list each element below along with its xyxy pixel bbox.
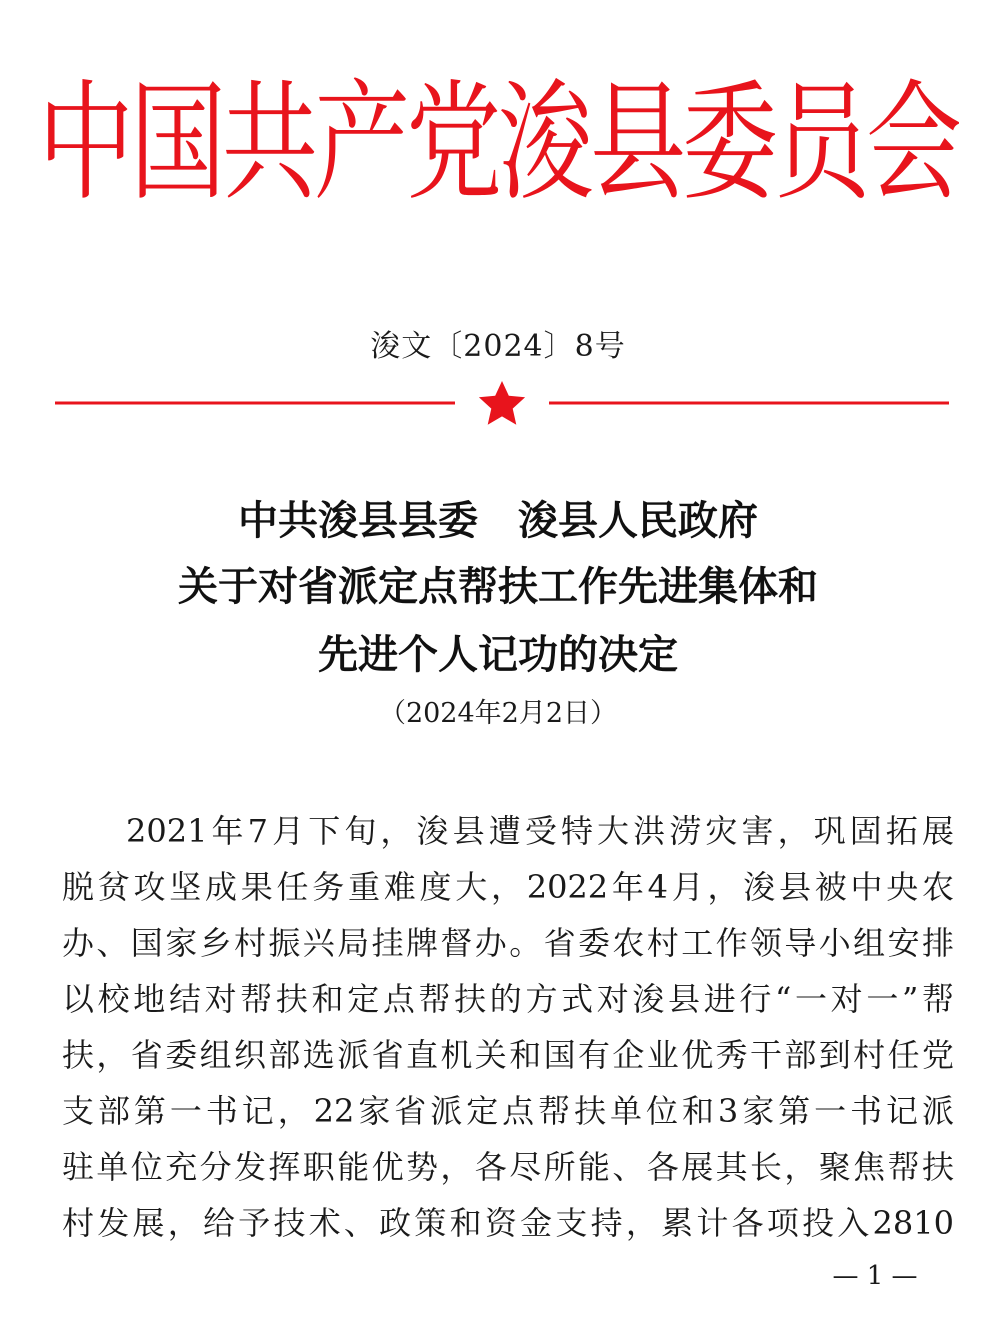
body-line: 驻单位充分发挥职能优势，各尽所能、各展其长，聚焦帮扶 bbox=[62, 1148, 954, 1186]
body-line: 扶，省委组织部选派省直机关和国有企业优秀干部到村任党 bbox=[62, 1036, 954, 1074]
body-line: 以校地结对帮扶和定点帮扶的方式对浚县进行“一对一”帮 bbox=[62, 980, 954, 1018]
document-number: 浚文〔2024〕8号 bbox=[370, 329, 626, 364]
body-line: 2021年7月下旬，浚县遭受特大洪涝灾害，巩固拓展 bbox=[126, 812, 954, 850]
red-separator bbox=[55, 378, 949, 438]
body-line: 支部第一书记，22家省派定点帮扶单位和3家第一书记派 bbox=[62, 1092, 954, 1130]
document-date: （2024年2月2日） bbox=[378, 698, 618, 729]
body-line: 办、国家乡村振兴局挂牌督办。省委农村工作领导小组安排 bbox=[62, 924, 954, 962]
masthead-title: 中国共产党浚县委员会 bbox=[38, 67, 958, 219]
body-line: 脱贫攻坚成果任务重难度大，2022年4月，浚县被中央农 bbox=[62, 868, 954, 906]
title-line-3: 先进个人记功的决定 bbox=[318, 631, 678, 678]
page-number: — 1 — bbox=[832, 1261, 918, 1291]
title-line-1: 中共浚县县委 浚县人民政府 bbox=[238, 497, 758, 544]
star-icon bbox=[479, 381, 525, 425]
body-line: 村发展，给予技术、政策和资金支持，累计各项投入2810 bbox=[62, 1204, 954, 1242]
title-line-2: 关于对省派定点帮扶工作先进集体和 bbox=[178, 563, 818, 610]
body-paragraph bbox=[62, 803, 954, 1251]
